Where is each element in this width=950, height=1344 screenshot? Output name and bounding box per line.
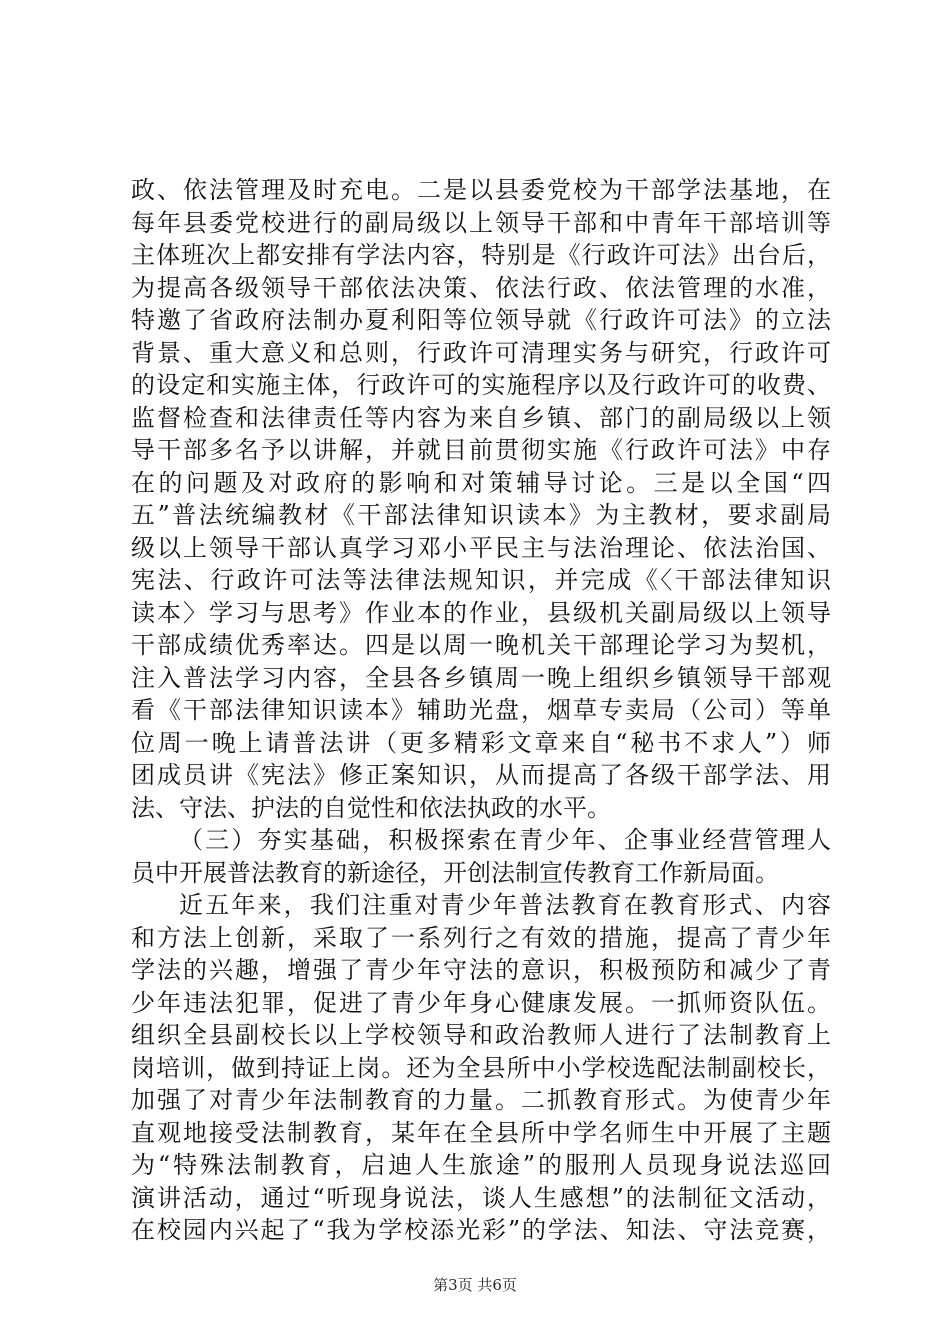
text-line: 学法的兴趣，增强了青少年守法的意识，积极预防和减少了青 xyxy=(131,956,831,984)
text-line: 导干部多名予以讲解，并就目前贯彻实施《行政许可法》中存 xyxy=(131,436,831,464)
text-line: 少年违法犯罪，促进了青少年身心健康发展。一抓师资队伍。 xyxy=(131,988,831,1017)
text-line: 的设定和实施主体，行政许可的实施程序以及行政许可的收费、 xyxy=(131,371,831,399)
text-line: 宪法、行政许可法等法律法规知识，并完成《〈干部法律知识 xyxy=(131,566,831,594)
text-line: 近五年来，我们注重对青少年普法教育在教育形式、内容 xyxy=(179,891,831,919)
text-line: 团成员讲《宪法》修正案知识，从而提高了各级干部学法、用 xyxy=(131,761,831,789)
text-line: 加强了对青少年法制教育的力量。二抓教育形式。为使青少年 xyxy=(131,1086,831,1114)
text-line: 政、依法管理及时充电。二是以县委党校为干部学法基地，在 xyxy=(131,176,831,204)
text-line: 看《干部法律知识读本》辅助光盘，烟草专卖局（公司）等单 xyxy=(131,696,831,724)
text-line: 特邀了省政府法制办夏利阳等位领导就《行政许可法》的立法 xyxy=(131,306,831,334)
text-line: 组织全县副校长以上学校领导和政治教师人进行了法制教育上 xyxy=(131,1021,831,1049)
text-line: 五”普法统编教材《干部法律知识读本》为主教材，要求副局 xyxy=(131,501,831,529)
text-line: 级以上领导干部认真学习邓小平民主与法治理论、依法治国、 xyxy=(131,533,831,562)
document-body xyxy=(131,174,831,1247)
section-heading-line: 员中开展普法教育的新途径，开创法制宣传教育工作新局面。 xyxy=(131,858,779,887)
text-line: 主体班次上都安排有学法内容，特别是《行政许可法》出台后， xyxy=(131,241,831,269)
text-line: 和方法上创新，采取了一系列行之有效的措施，提高了青少年 xyxy=(131,923,831,952)
text-line: 读本〉学习与思考》作业本的作业，县级机关副局级以上领导 xyxy=(131,598,831,627)
text-line: 干部成绩优秀率达。四是以周一晚机关干部理论学习为契机， xyxy=(131,631,831,659)
text-line: 为提高各级领导干部依法决策、依法行政、依法管理的水准， xyxy=(131,273,831,302)
section-heading-line: （三）夯实基础，积极探索在青少年、企事业经营管理人 xyxy=(179,826,831,854)
text-line: 背景、重大意义和总则，行政许可清理实务与研究，行政许可 xyxy=(131,338,831,367)
text-line: 监督检查和法律责任等内容为来自乡镇、部门的副局级以上领 xyxy=(131,403,831,432)
text-line: 在校园内兴起了“我为学校添光彩”的学法、知法、守法竞赛， xyxy=(131,1216,831,1244)
text-line: 演讲活动，通过“听现身说法，谈人生感想”的法制征文活动， xyxy=(131,1183,831,1212)
text-line: 在的问题及对政府的影响和对策辅导讨论。三是以全国“四 xyxy=(131,468,831,497)
page-number: 第3页 共6页 xyxy=(433,1276,517,1294)
text-line: 每年县委党校进行的副局级以上领导干部和中青年干部培训等 xyxy=(131,208,831,237)
text-line: 注入普法学习内容，全县各乡镇周一晚上组织乡镇领导干部观 xyxy=(131,663,831,692)
text-line: 位周一晚上请普法讲（更多精彩文章来自“秘书不求人”）师 xyxy=(131,728,831,757)
text-line: 岗培训，做到持证上岗。还为全县所中小学校选配法制副校长， xyxy=(131,1053,831,1082)
text-line: 法、守法、护法的自觉性和依法执政的水平。 xyxy=(131,793,611,822)
text-line: 为“特殊法制教育，启迪人生旅途”的服刑人员现身说法巡回 xyxy=(131,1151,831,1179)
text-line: 直观地接受法制教育，某年在全县所中学名师生中开展了主题 xyxy=(131,1118,831,1147)
